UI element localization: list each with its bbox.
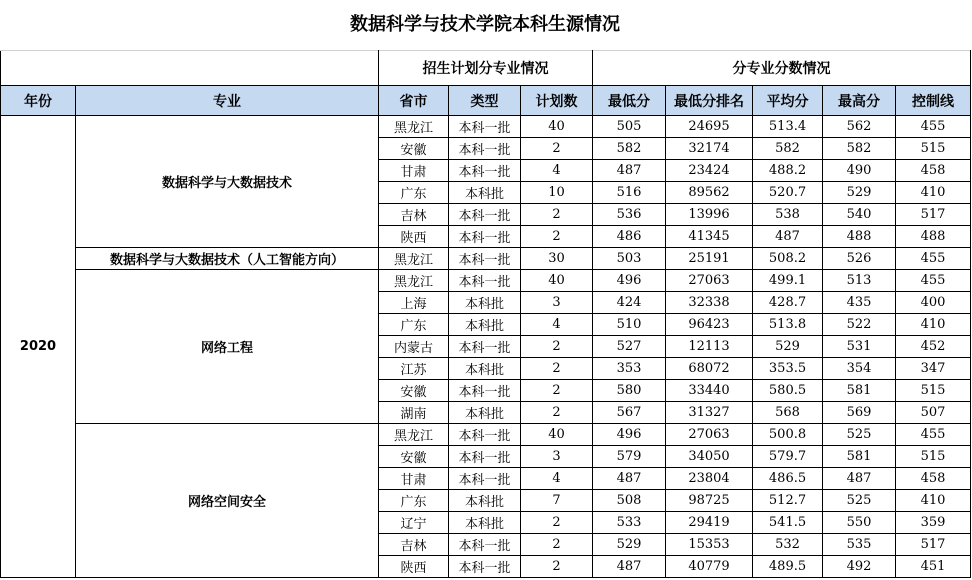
avg-score-cell: 353.5 [753,358,823,380]
min-rank-cell: 33440 [666,380,753,402]
min-score-cell: 582 [593,138,666,160]
plan-count-cell: 7 [521,490,593,512]
batch-type-cell: 本科一批 [449,424,521,446]
column-header: 最低分排名 [666,86,753,116]
plan-count-cell: 2 [521,226,593,248]
province-cell: 陕西 [379,556,449,578]
province-cell: 湖南 [379,402,449,424]
plan-count-cell: 4 [521,314,593,336]
table-row [1,270,971,292]
min-rank-cell: 24695 [666,116,753,138]
control-line-cell: 515 [896,446,971,468]
province-cell: 安徽 [379,446,449,468]
column-header: 最高分 [823,86,896,116]
admissions-table [0,50,971,578]
column-header: 专业 [76,86,379,116]
max-score-cell: 526 [823,248,896,270]
avg-score-cell: 499.1 [753,270,823,292]
avg-score-cell: 579.7 [753,446,823,468]
column-header: 最低分 [593,86,666,116]
column-header: 平均分 [753,86,823,116]
max-score-cell: 531 [823,336,896,358]
min-rank-cell: 27063 [666,424,753,446]
min-score-cell: 536 [593,204,666,226]
max-score-cell: 582 [823,138,896,160]
province-cell: 黑龙江 [379,248,449,270]
avg-score-cell: 513.4 [753,116,823,138]
plan-count-cell: 3 [521,446,593,468]
year-cell: 2020 [1,116,76,578]
batch-type-cell: 本科一批 [449,534,521,556]
min-score-cell: 424 [593,292,666,314]
plan-count-cell: 2 [521,358,593,380]
max-score-cell: 488 [823,226,896,248]
min-rank-cell: 41345 [666,226,753,248]
min-score-cell: 508 [593,490,666,512]
max-score-cell: 540 [823,204,896,226]
min-score-cell: 579 [593,446,666,468]
batch-type-cell: 本科批 [449,182,521,204]
province-cell: 江苏 [379,358,449,380]
column-header: 控制线 [896,86,971,116]
province-cell: 黑龙江 [379,270,449,292]
max-score-cell: 529 [823,182,896,204]
avg-score-cell: 488.2 [753,160,823,182]
max-score-cell: 562 [823,116,896,138]
province-cell: 广东 [379,314,449,336]
min-rank-cell: 23804 [666,468,753,490]
batch-type-cell: 本科一批 [449,380,521,402]
province-cell: 黑龙江 [379,424,449,446]
min-rank-cell: 23424 [666,160,753,182]
max-score-cell: 581 [823,380,896,402]
avg-score-cell: 487 [753,226,823,248]
avg-score-cell: 500.8 [753,424,823,446]
min-rank-cell: 89562 [666,182,753,204]
plan-count-cell: 2 [521,534,593,556]
avg-score-cell: 580.5 [753,380,823,402]
max-score-cell: 525 [823,490,896,512]
min-rank-cell: 98725 [666,490,753,512]
min-score-cell: 503 [593,248,666,270]
min-score-cell: 529 [593,534,666,556]
control-line-cell: 455 [896,424,971,446]
table-row [1,424,971,446]
plan-count-cell: 2 [521,138,593,160]
major-cell: 网络工程 [76,270,379,424]
control-line-cell: 515 [896,138,971,160]
avg-score-cell: 541.5 [753,512,823,534]
control-line-cell: 517 [896,204,971,226]
province-cell: 上海 [379,292,449,314]
column-header: 年份 [1,86,76,116]
major-cell: 网络空间安全 [76,424,379,578]
page-title: 数据科学与技术学院本科生源情况 [350,14,620,35]
group-header-right: 分专业分数情况 [593,51,971,86]
province-cell: 吉林 [379,204,449,226]
avg-score-cell: 568 [753,402,823,424]
column-header: 类型 [449,86,521,116]
province-cell: 广东 [379,182,449,204]
min-score-cell: 486 [593,226,666,248]
avg-score-cell: 512.7 [753,490,823,512]
min-score-cell: 487 [593,556,666,578]
min-score-cell: 580 [593,380,666,402]
column-header: 计划数 [521,86,593,116]
province-cell: 辽宁 [379,512,449,534]
batch-type-cell: 本科一批 [449,468,521,490]
avg-score-cell: 508.2 [753,248,823,270]
province-cell: 陕西 [379,226,449,248]
group-header-left: 招生计划分专业情况 [379,51,593,86]
plan-count-cell: 2 [521,204,593,226]
max-score-cell: 492 [823,556,896,578]
table-row [1,116,971,138]
max-score-cell: 513 [823,270,896,292]
plan-count-cell: 2 [521,380,593,402]
batch-type-cell: 本科一批 [449,160,521,182]
plan-count-cell: 4 [521,160,593,182]
min-rank-cell: 27063 [666,270,753,292]
min-score-cell: 353 [593,358,666,380]
control-line-cell: 458 [896,160,971,182]
batch-type-cell: 本科一批 [449,556,521,578]
column-header: 省市 [379,86,449,116]
control-line-cell: 507 [896,402,971,424]
batch-type-cell: 本科一批 [449,336,521,358]
batch-type-cell: 本科一批 [449,116,521,138]
avg-score-cell: 582 [753,138,823,160]
control-line-cell: 400 [896,292,971,314]
batch-type-cell: 本科批 [449,490,521,512]
plan-count-cell: 40 [521,424,593,446]
min-score-cell: 533 [593,512,666,534]
control-line-cell: 455 [896,270,971,292]
min-score-cell: 527 [593,336,666,358]
batch-type-cell: 本科一批 [449,204,521,226]
min-rank-cell: 32174 [666,138,753,160]
batch-type-cell: 本科一批 [449,446,521,468]
province-cell: 安徽 [379,380,449,402]
min-rank-cell: 12113 [666,336,753,358]
min-rank-cell: 68072 [666,358,753,380]
avg-score-cell: 489.5 [753,556,823,578]
blank-cell [1,51,379,86]
province-cell: 甘肃 [379,468,449,490]
province-cell: 甘肃 [379,160,449,182]
batch-type-cell: 本科批 [449,358,521,380]
province-cell: 广东 [379,490,449,512]
max-score-cell: 490 [823,160,896,182]
control-line-cell: 515 [896,380,971,402]
min-rank-cell: 13996 [666,204,753,226]
max-score-cell: 550 [823,512,896,534]
control-line-cell: 410 [896,490,971,512]
province-cell: 黑龙江 [379,116,449,138]
batch-type-cell: 本科批 [449,292,521,314]
max-score-cell: 581 [823,446,896,468]
batch-type-cell: 本科一批 [449,270,521,292]
control-line-cell: 410 [896,314,971,336]
min-score-cell: 496 [593,424,666,446]
min-rank-cell: 31327 [666,402,753,424]
plan-count-cell: 2 [521,402,593,424]
province-cell: 安徽 [379,138,449,160]
control-line-cell: 347 [896,358,971,380]
column-header-row [1,86,971,116]
control-line-cell: 410 [896,182,971,204]
batch-type-cell: 本科一批 [449,138,521,160]
min-score-cell: 487 [593,468,666,490]
major-cell: 数据科学与大数据技术 [76,116,379,248]
max-score-cell: 354 [823,358,896,380]
control-line-cell: 452 [896,336,971,358]
batch-type-cell: 本科批 [449,314,521,336]
plan-count-cell: 2 [521,336,593,358]
max-score-cell: 525 [823,424,896,446]
min-score-cell: 516 [593,182,666,204]
plan-count-cell: 10 [521,182,593,204]
max-score-cell: 569 [823,402,896,424]
min-rank-cell: 34050 [666,446,753,468]
plan-count-cell: 30 [521,248,593,270]
min-rank-cell: 25191 [666,248,753,270]
group-header-row [1,51,971,86]
plan-count-cell: 2 [521,556,593,578]
province-cell: 内蒙古 [379,336,449,358]
avg-score-cell: 532 [753,534,823,556]
max-score-cell: 535 [823,534,896,556]
plan-count-cell: 40 [521,116,593,138]
max-score-cell: 435 [823,292,896,314]
province-cell: 吉林 [379,534,449,556]
min-score-cell: 496 [593,270,666,292]
batch-type-cell: 本科批 [449,512,521,534]
min-rank-cell: 32338 [666,292,753,314]
min-rank-cell: 15353 [666,534,753,556]
control-line-cell: 488 [896,226,971,248]
min-rank-cell: 40779 [666,556,753,578]
control-line-cell: 451 [896,556,971,578]
min-score-cell: 510 [593,314,666,336]
min-score-cell: 487 [593,160,666,182]
batch-type-cell: 本科批 [449,402,521,424]
control-line-cell: 517 [896,534,971,556]
min-score-cell: 567 [593,402,666,424]
plan-count-cell: 3 [521,292,593,314]
avg-score-cell: 428.7 [753,292,823,314]
avg-score-cell: 513.8 [753,314,823,336]
max-score-cell: 522 [823,314,896,336]
max-score-cell: 487 [823,468,896,490]
major-cell: 数据科学与大数据技术（人工智能方向） [76,248,379,270]
control-line-cell: 359 [896,512,971,534]
plan-count-cell: 2 [521,512,593,534]
control-line-cell: 455 [896,116,971,138]
batch-type-cell: 本科一批 [449,248,521,270]
min-score-cell: 505 [593,116,666,138]
plan-count-cell: 4 [521,468,593,490]
plan-count-cell: 40 [521,270,593,292]
min-rank-cell: 96423 [666,314,753,336]
avg-score-cell: 529 [753,336,823,358]
batch-type-cell: 本科一批 [449,226,521,248]
table-row [1,248,971,270]
avg-score-cell: 538 [753,204,823,226]
avg-score-cell: 486.5 [753,468,823,490]
avg-score-cell: 520.7 [753,182,823,204]
control-line-cell: 455 [896,248,971,270]
min-rank-cell: 29419 [666,512,753,534]
control-line-cell: 458 [896,468,971,490]
